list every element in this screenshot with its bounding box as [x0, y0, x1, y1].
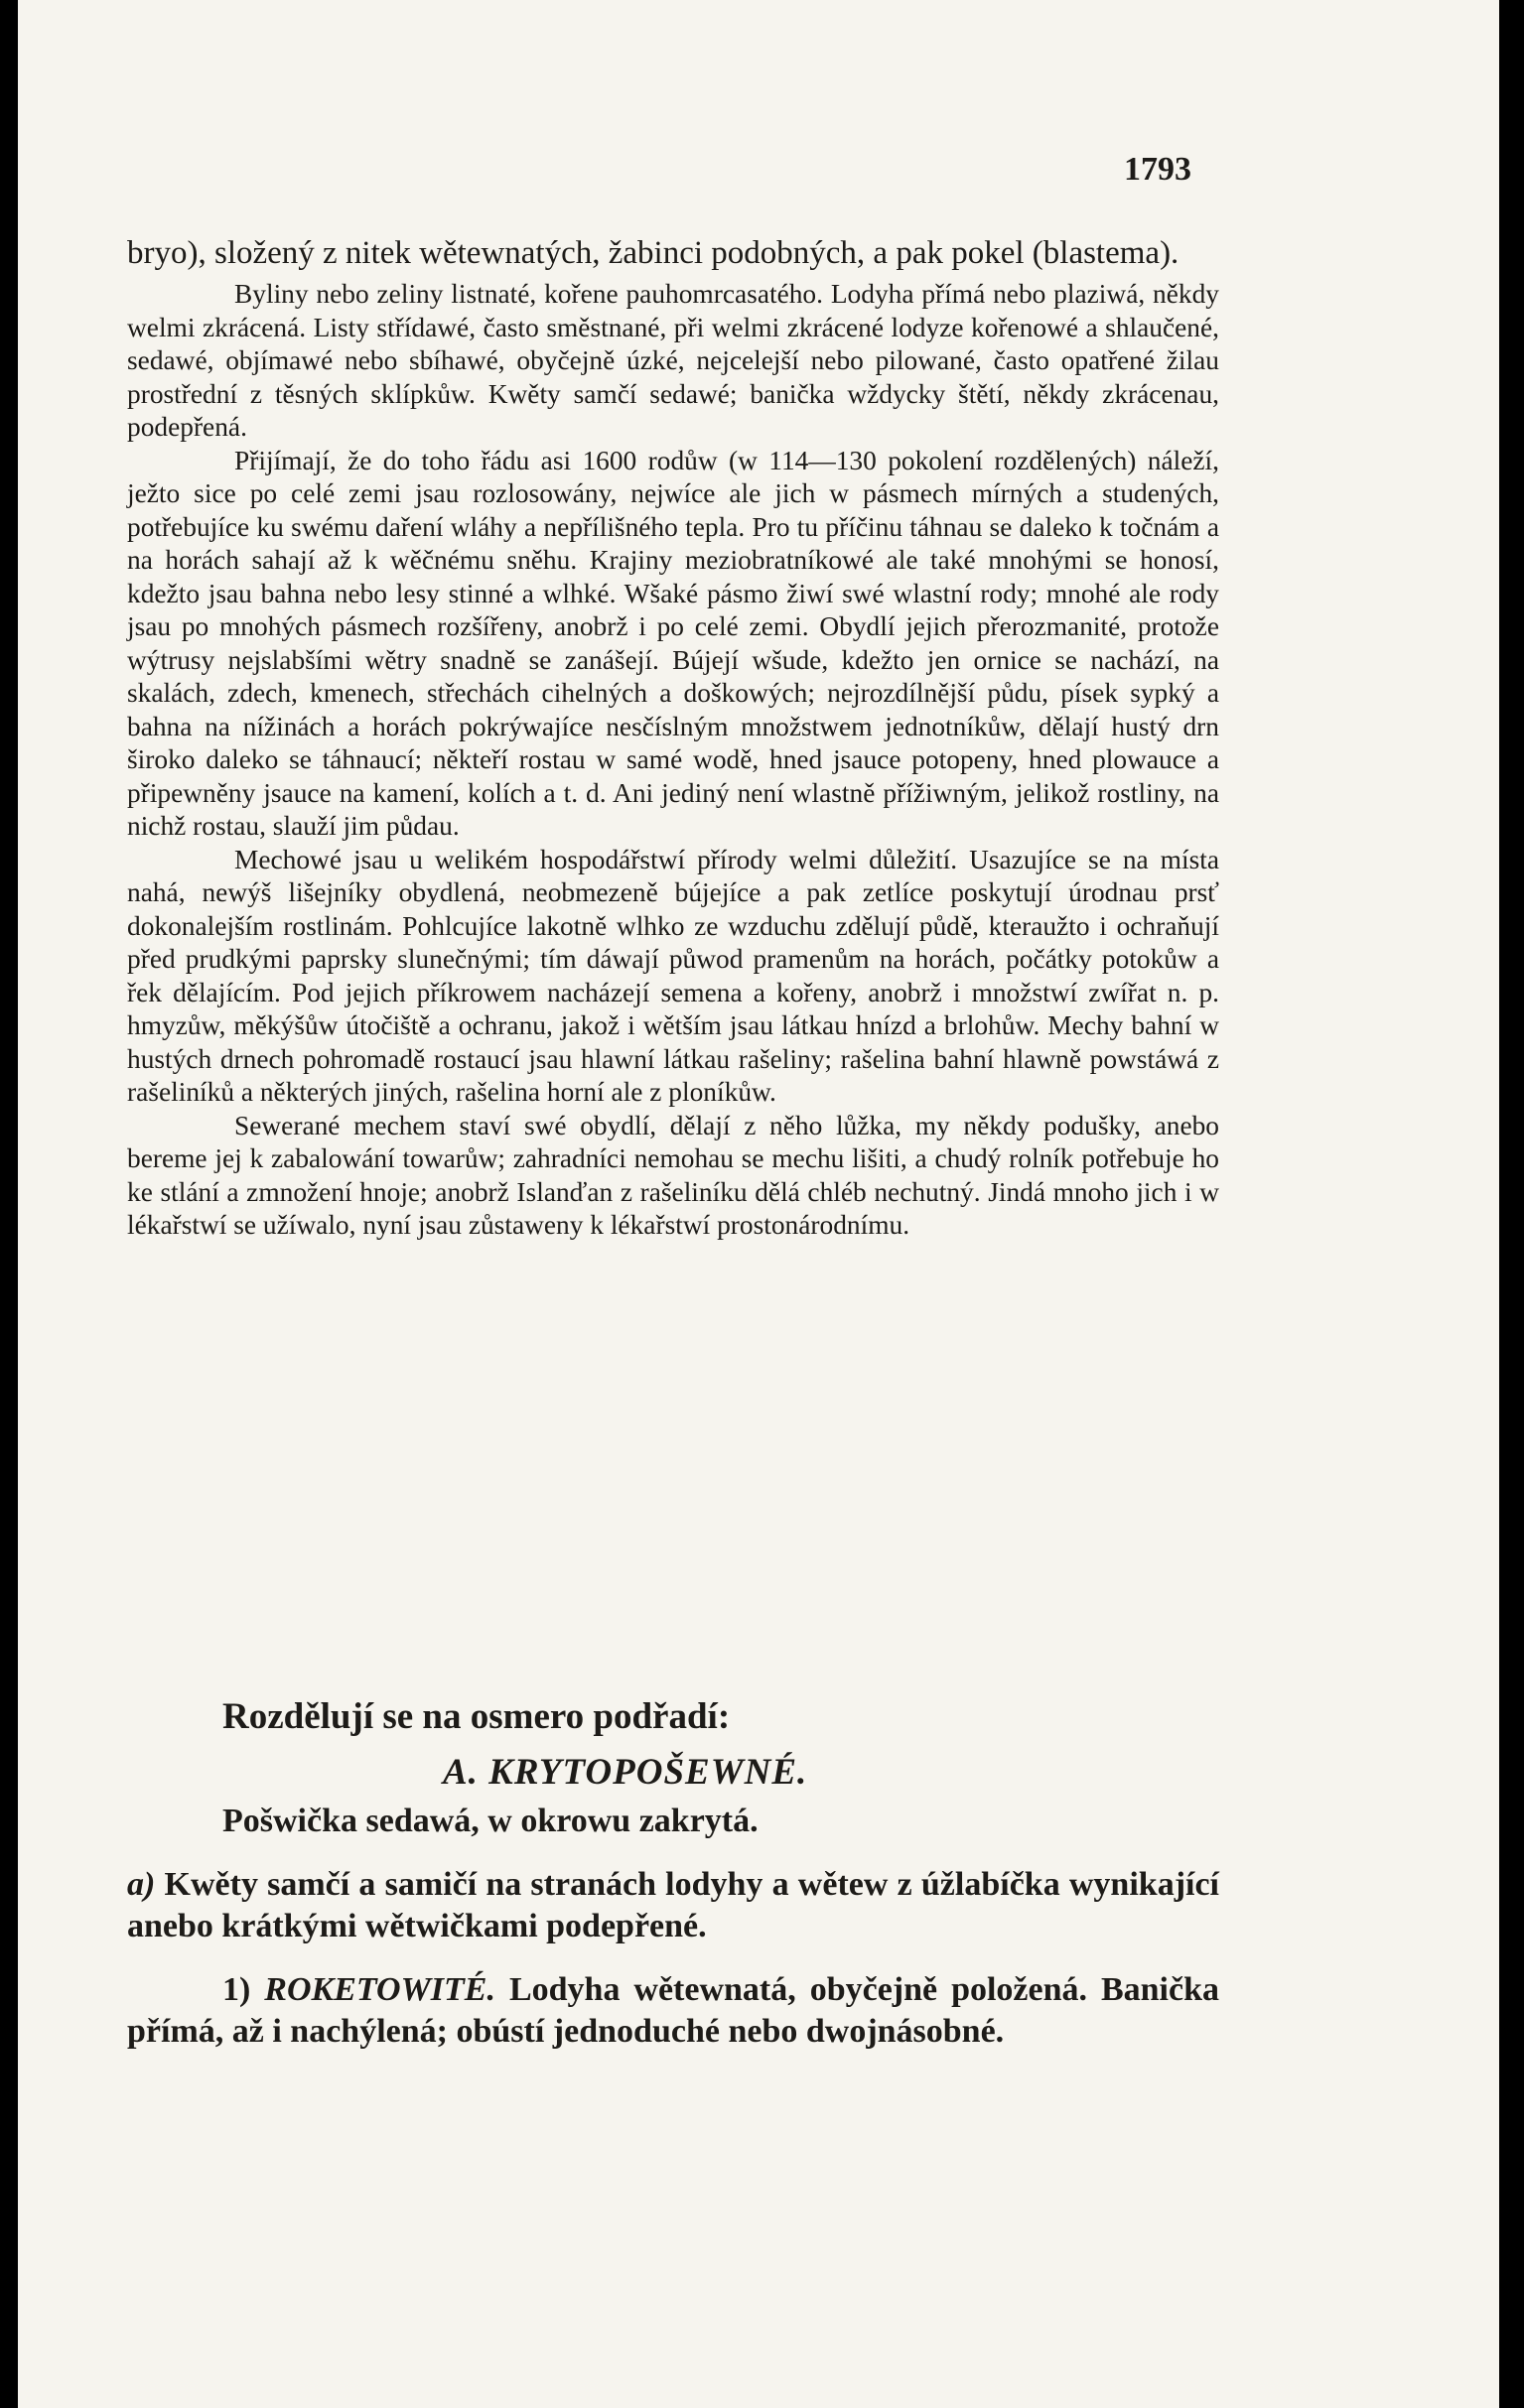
body-text [127, 234, 1219, 1243]
section-a-text: Kwěty samčí a samičí na stranách lodyhy a wětew z úžlabíčka wynikající anebo krátkými wětwičkami podepřené. [127, 1866, 1220, 1944]
section-1-number: 1) [222, 1971, 251, 2008]
section-a-marker: a) [127, 1866, 156, 1903]
paragraph-continuation: bryo), složený z nitek wětewnatých, žabinci podobných, a pak pokel (blastema). [127, 235, 1179, 271]
paragraph-importance: Mechowé jsau u welikém hospodářstwí přírody welmi důležití. Usazujíce se na místa nahá, newýš lišejníky obydlená, neobmezeně bújejíce a pak zetlíce poskytují úrodnau prsť dokonalejším rostlinám. Pohlcujíce lakotně wlhko ze wzduchu zdělují půdě, kteraužto i ochraňují před prudkými paprsky slunečnými; tím dáwají půwod pramenům na horách, počátky potokůw a řek dělajícím. Pod jejich příkrowem nacházejí semena a kořeny, anobrž i množstwí zwířat n. p. hmyzůw, měkýšůw útočiště a ochranu, jakož i wětším jsau látkau hnízd a brlohůw. Mechy bahní w hustých drnech pohromadě rostaucí jsau hlawní látkau rašeliny; rašelina bahní hlawně powstáwá z rašeliníků a některých jiných, rašelina horní ale z ploníkůw. [127, 844, 1219, 1107]
section-a [127, 1864, 1219, 1947]
book-page [18, 0, 1499, 2408]
section-1 [127, 1969, 1219, 2053]
paragraph-distribution: Přijímají, že do toho řádu asi 1600 rodůw (w 114—130 pokolení rozdělených) náleží, ježto sice po celé zemi jsau rozlosowány, nejwíce ale jich w pásmech mírných a studených, potřebujíce ku swému daření wláhy a nepřílišného tepla. Pro tu příčinu táhnau se daleko k točnám a na horách sahají až k wěčnému sněhu. Krajiny meziobratníkowé ale také mnohými se honosí, kdežto jsau bahna nebo lesy stinné a wlhké. Wšaké pásmo žiwí swé wlastní rody; mnohé ale rody jsau po mnohých pásmech rozšířeny, anobrž i po celé zemi. Obydlí jejich přerozmanité, protože wýtrusy nejslabšími wětry snadně se zanášejí. Bújejí wšude, kdežto jen ornice se nachází, na skalách, zdech, kmenech, střechách cihelných a doškowých; nejrozdílnější půdu, písek sypký a bahna na nížinách a horách pokrýwajíce nesčíslným množstwem jednotníkůw, dělají hustý drn široko daleko se táhnaucí; někteří rostau w samé wodě, hned jsauce potopeny, hned plowauce a připewněny jsauce na kamení, kolích a t. d. Ani jediný není wlastně přížiwným, jelikož rostliny, na nichž rostau, slauží jim půdau. [127, 445, 1219, 841]
classification-section [127, 1695, 1219, 2053]
subclass-heading: Pošwička sedawá, w okrowu zakrytá. [222, 1803, 759, 1839]
order-heading: Rozdělují se na osmero podřadí: [222, 1696, 731, 1737]
paragraph-uses: Sewerané mechem staví swé obydlí, dělají z něho lůžka, my někdy podušky, anebo bereme jej k zabalowání towarůw; zahradníci nemohau se mechu lišiti, a chudý rolník potřebuje ho ke stlání a zmnožení hnoje; anobrž Islanďan z rašeliníku dělá chléb nechutný. Jindá mnoho jich i w lékařstwí se užíwalo, nyní jsau zůstaweny k lékařstwí prostonárodnímu. [127, 1110, 1219, 1240]
page-number: 1793 [1124, 151, 1191, 188]
class-heading: A. KRYTOPOŠEWNÉ. [443, 1752, 808, 1793]
section-1-text: Lodyha wětewnatá, obyčejně položená. Banička přímá, až i nachýlená; obústí jednoduché nebo dwojnásobné. [127, 1971, 1219, 2050]
section-1-name: ROKETOWITÉ. [264, 1971, 495, 2008]
paragraph-description: Byliny nebo zeliny listnaté, kořene pauhomrcasatého. Lodyha přímá nebo plaziwá, někdy welmi zkrácená. Listy střídawé, často směstnané, při welmi zkrácené lodyze kořenowé a shlaučené, sedawé, objímawé nebo sbíhawé, obyčejně úzké, nejcelejší nebo pilowané, často opatřené žilau prostřední z těsných sklípkůw. Kwěty samčí sedawé; banička wždycky štětí, někdy zkrácenau, podepřená. [127, 279, 1219, 442]
